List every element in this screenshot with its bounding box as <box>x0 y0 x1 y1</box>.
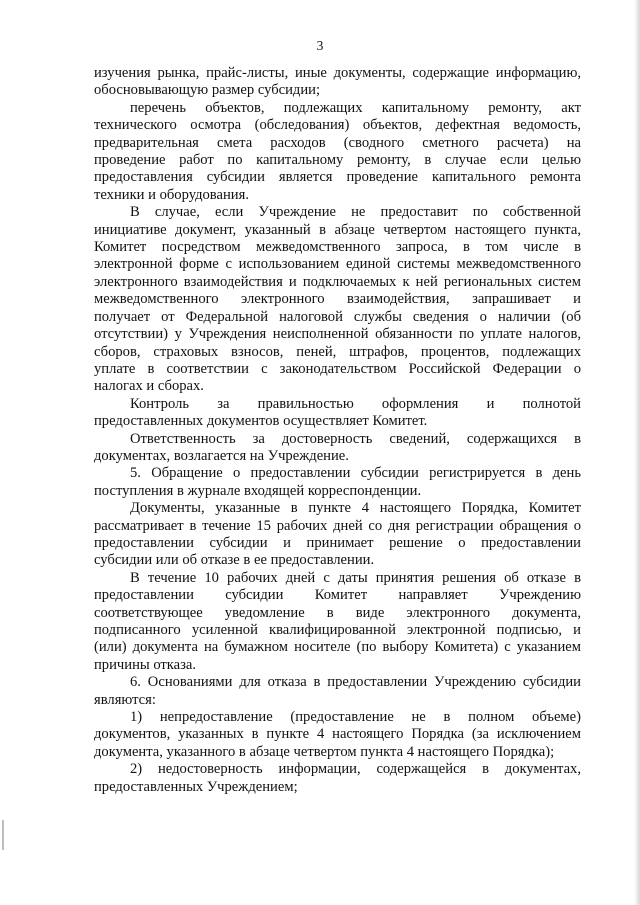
text-line: соответствующее уведомление в виде электронного документа, <box>94 604 581 621</box>
text-line: предоставлении субсидии и принимает решение о предоставлении <box>94 534 581 551</box>
text-line: предоставленных Учреждением; <box>94 778 298 795</box>
paragraph-p2 <box>94 204 581 395</box>
scan-edge-shadow <box>634 0 640 905</box>
text-line: В случае, если Учреждение не предоставит по собственной <box>130 204 581 221</box>
text-line: рассматривает в течение 15 рабочих дней со дня регистрации обращения о <box>94 517 581 534</box>
paragraph-p8 <box>94 674 581 709</box>
text-line: электронной форме с использованием единой системы межведомственного <box>94 256 581 273</box>
text-line: 2) недостоверность информации, содержащейся в документах, <box>130 761 581 778</box>
text-line: (или) документа на бумажном носителе (по выбору Комитета) с указанием <box>94 639 581 656</box>
paragraph-p6 <box>94 500 581 570</box>
text-line: 6. Основаниями для отказа в предоставлении Учреждению субсидии <box>130 674 581 691</box>
page-number: 3 <box>316 38 324 53</box>
text-line: документов, указанных в пункте 4 настоящего Порядка (за исключением <box>94 726 581 743</box>
text-line: проведение работ по капитальному ремонту, в случае если целью <box>94 152 581 169</box>
paragraph-p10 <box>94 761 581 796</box>
text-line: являются: <box>94 691 156 708</box>
paragraph-p9 <box>94 709 581 761</box>
paragraph-p4 <box>94 431 581 466</box>
paragraph-p0 <box>94 65 581 100</box>
text-line: обосновывающую размер субсидии; <box>94 82 321 99</box>
text-line: подписанного усиленной квалифицированной электронной подписью, и <box>94 622 581 638</box>
scan-margin-mark <box>2 820 4 850</box>
text-line: налогах и сборах. <box>94 378 204 395</box>
text-line: предоставления субсидии является проведение капитального ремонта <box>94 169 581 186</box>
text-line: субсидии или об отказе в ее предоставлении. <box>94 552 375 569</box>
paragraph-p5 <box>94 465 581 500</box>
text-line: Документы, указанные в пункте 4 настоящего Порядка, Комитет <box>130 500 581 517</box>
text-line: 1) непредоставление (предоставление не в полном объеме) <box>130 709 581 726</box>
paragraph-p3 <box>94 396 581 431</box>
text-line: перечень объектов, подлежащих капитальному ремонту, акт <box>130 99 581 116</box>
text-line: инициативе документ, указанный в абзаце четвертом настоящего пункта, <box>94 221 581 238</box>
text-line: технического осмотра (обследования) объектов, дефектная ведомость, <box>94 117 581 134</box>
text-line: межведомственного электронного взаимодействия, запрашивает и <box>94 291 581 308</box>
text-line: получает от Федеральной налоговой службы сведения о наличии (об <box>94 308 581 325</box>
text-line: 5. Обращение о предоставлении субсидии регистрируется в день <box>130 465 581 482</box>
text-line: изучения рынка, прайс-листы, иные документы, содержащие информацию, <box>94 65 581 81</box>
text-line: техники и оборудования. <box>94 186 249 203</box>
text-line: поступления в журнале входящей корреспонденции. <box>94 482 422 499</box>
text-line: отсутствии) у Учреждения неисполненной обязанности по уплате налогов, <box>94 326 581 343</box>
text-line: предварительная смета расходов (сводного сметного расчета) на <box>94 134 581 151</box>
text-line: предоставленных документов осуществляет Комитет. <box>94 413 428 430</box>
text-line: уплате в соответствии с законодательством Российской Федерации о <box>94 360 581 377</box>
text-line: сборов, страховых взносов, пеней, штрафов, процентов, подлежащих <box>94 343 581 360</box>
text-line: причины отказа. <box>94 656 197 673</box>
paragraph-p1 <box>94 100 581 204</box>
text-line: документах, возлагается на Учреждение. <box>94 447 349 464</box>
document-body <box>94 65 581 796</box>
text-line: В течение 10 рабочих дней с даты принятия решения об отказе в <box>130 569 581 586</box>
paragraph-p7 <box>94 570 581 674</box>
text-line: Контроль за правильностью оформления и полнотой <box>130 395 581 412</box>
text-line: Ответственность за достоверность сведений, содержащихся в <box>130 430 581 447</box>
text-line: предоставлении субсидии Комитет направляет Учреждению <box>94 587 581 604</box>
text-line: электронного взаимодействия и подключаемых к ней региональных систем <box>94 273 581 290</box>
text-line: Комитет посредством межведомственного запроса, в том числе в <box>94 239 581 256</box>
text-line: документа, указанного в абзаце четвертом пункта 4 настоящего Порядка); <box>94 743 555 760</box>
